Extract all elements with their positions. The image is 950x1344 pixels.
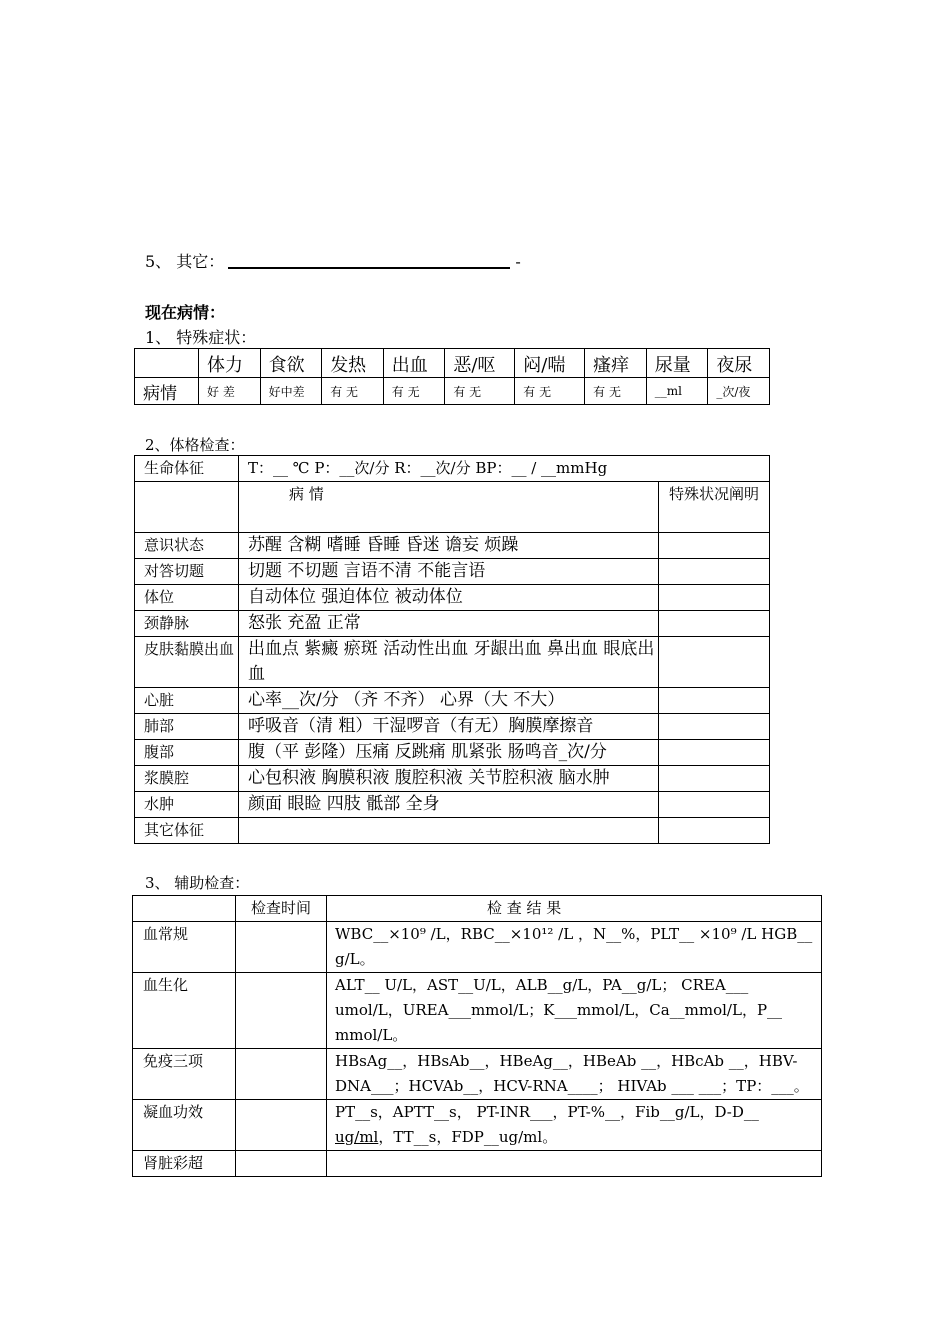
aux-row-label: 免疫三项	[133, 1049, 236, 1100]
exam-row	[135, 611, 770, 637]
physical-exam-table	[134, 455, 770, 844]
symptoms-value-row	[135, 378, 770, 405]
other-label: 5、 其它：	[145, 252, 225, 271]
exam-row-label: 意识状态	[135, 533, 239, 559]
exam-row-value[interactable]: 腹（平 彭隆）压痛 反跳痛 肌紧张 肠鸣音_次/分	[239, 740, 659, 766]
aux-row	[133, 973, 822, 1049]
exam-row-label: 其它体征	[135, 818, 239, 844]
exam-row-label: 肺部	[135, 714, 239, 740]
exam-header-blank	[135, 482, 239, 533]
aux-time-cell[interactable]	[236, 1100, 327, 1151]
value-cell[interactable]: _次/夜	[708, 378, 770, 405]
header-cell: 食欲	[260, 349, 322, 378]
exam-row	[135, 559, 770, 585]
section1-title: 1、 特殊症状：	[145, 328, 257, 347]
exam-row-value[interactable]: 心率__次/分 （齐 不齐） 心界（大 不大）	[239, 688, 659, 714]
aux-row-label: 血生化	[133, 973, 236, 1049]
other-line	[145, 249, 521, 272]
value-cell[interactable]: 好 差	[199, 378, 261, 405]
header-cell: 瘙痒	[585, 349, 647, 378]
aux-result-cell[interactable]: ALT__ U/L，AST__U/L，ALB__g/L，PA__g/L； CREA___ umol/L，UREA___mmol/L；K___mmol/L，Ca__mmol/L，P__ mmol/L。	[327, 973, 822, 1049]
exam-row-note[interactable]	[659, 637, 770, 688]
condition-header: 病 情	[239, 482, 659, 533]
aux-row-label: 凝血功效	[133, 1100, 236, 1151]
symptoms-table	[134, 348, 770, 405]
aux-row	[133, 1049, 822, 1100]
exam-row-value[interactable]: 出血点 紫癜 瘀斑 活动性出血 牙龈出血 鼻出血 眼底出血	[239, 637, 659, 688]
other-trail: -	[515, 252, 521, 271]
exam-row-value[interactable]: 心包积液 胸膜积液 腹腔积液 关节腔积液 脑水肿	[239, 766, 659, 792]
exam-header-row	[135, 482, 770, 533]
special-header: 特殊状况阐明	[659, 482, 770, 533]
aux-result-cell[interactable]: HBsAg__，HBsAb__，HBeAg__，HBeAb __，HBcAb __，HBV-DNA___；HCVAb__，HCV-RNA____； HIVAb ___ ___；TP：___。	[327, 1049, 822, 1100]
section3-title: 3、 辅助检查：	[145, 874, 250, 892]
coag-result-a: PT__s，APTT__s， PT-INR___，PT-%__，Fib__g/L，D-D__	[335, 1103, 759, 1121]
exam-row-note[interactable]	[659, 611, 770, 637]
row-label: 病情	[135, 378, 199, 405]
exam-row	[135, 714, 770, 740]
exam-row-note[interactable]	[659, 740, 770, 766]
aux-row-label: 肾脏彩超	[133, 1151, 236, 1177]
value-cell[interactable]: 有 无	[322, 378, 384, 405]
header-cell: 发热	[322, 349, 384, 378]
other-blank-field[interactable]	[228, 251, 510, 269]
value-cell[interactable]: 有 无	[383, 378, 445, 405]
aux-time-cell[interactable]	[236, 973, 327, 1049]
aux-header-row	[133, 896, 822, 922]
aux-time-cell[interactable]	[236, 1049, 327, 1100]
exam-row-label: 腹部	[135, 740, 239, 766]
exam-row	[135, 766, 770, 792]
exam-row	[135, 585, 770, 611]
exam-row-value[interactable]: 呼吸音（清 粗）干湿啰音（有无）胸膜摩擦音	[239, 714, 659, 740]
aux-time-cell[interactable]	[236, 922, 327, 973]
exam-row-value[interactable]	[239, 818, 659, 844]
exam-row-label: 水肿	[135, 792, 239, 818]
exam-row-note[interactable]	[659, 688, 770, 714]
exam-row-note[interactable]	[659, 792, 770, 818]
auxiliary-exam-table	[132, 895, 822, 1177]
exam-row	[135, 818, 770, 844]
aux-result-cell[interactable]: WBC__×10⁹ /L，RBC__×10¹² /L ，N__%，PLT__ ×10⁹ /L HGB__ g/L。	[327, 922, 822, 973]
header-cell: 恶/呕	[445, 349, 515, 378]
value-cell[interactable]: __ml	[646, 378, 708, 405]
exam-row-label: 浆膜腔	[135, 766, 239, 792]
header-cell: 体力	[199, 349, 261, 378]
aux-row	[133, 1151, 822, 1177]
vital-signs-value[interactable]: T：__ ℃ P：__次/分 R：__次/分 BP：__ / __mmHg	[239, 456, 770, 482]
exam-row	[135, 637, 770, 688]
aux-header-blank	[133, 896, 236, 922]
exam-row	[135, 740, 770, 766]
symptoms-header-row	[135, 349, 770, 378]
header-cell: 闷/喘	[515, 349, 585, 378]
header-cell: 出血	[383, 349, 445, 378]
exam-row-value[interactable]: 颜面 眼睑 四肢 骶部 全身	[239, 792, 659, 818]
exam-row-value[interactable]: 苏醒 含糊 嗜睡 昏睡 昏迷 谵妄 烦躁	[239, 533, 659, 559]
aux-row-label: 血常规	[133, 922, 236, 973]
coag-result-unit: ug/ml	[335, 1128, 379, 1146]
aux-row	[133, 1100, 822, 1151]
exam-row-label: 体位	[135, 585, 239, 611]
exam-row	[135, 688, 770, 714]
exam-row-label: 皮肤黏膜出血	[135, 637, 239, 688]
exam-row-label: 对答切题	[135, 559, 239, 585]
corner-cell	[135, 349, 199, 378]
exam-row-value[interactable]: 切题 不切题 言语不清 不能言语	[239, 559, 659, 585]
aux-row	[133, 922, 822, 973]
aux-result-cell[interactable]	[327, 1100, 822, 1151]
exam-row-note[interactable]	[659, 766, 770, 792]
aux-time-cell[interactable]	[236, 1151, 327, 1177]
exam-row-note[interactable]	[659, 714, 770, 740]
exam-row-label: 颈静脉	[135, 611, 239, 637]
coag-result-b: ，TT__s，FDP__ug/ml。	[378, 1128, 558, 1146]
exam-row-value[interactable]: 自动体位 强迫体位 被动体位	[239, 585, 659, 611]
value-cell[interactable]: 好中差	[260, 378, 322, 405]
result-header: 检 查 结 果	[327, 896, 822, 922]
exam-row-label: 心脏	[135, 688, 239, 714]
vital-signs-row	[135, 456, 770, 482]
exam-row	[135, 533, 770, 559]
exam-row-note[interactable]	[659, 533, 770, 559]
value-cell[interactable]: 有 无	[585, 378, 647, 405]
exam-row-note[interactable]	[659, 585, 770, 611]
header-cell: 尿量	[646, 349, 708, 378]
exam-row	[135, 792, 770, 818]
exam-row-note[interactable]	[659, 559, 770, 585]
vital-signs-label: 生命体征	[135, 456, 239, 482]
section2-title: 2、体格检查：	[145, 436, 245, 454]
header-cell: 夜尿	[708, 349, 770, 378]
current-condition-heading: 现在病情：	[145, 303, 226, 322]
value-cell[interactable]: 有 无	[445, 378, 515, 405]
time-header: 检查时间	[236, 896, 327, 922]
exam-row-note[interactable]	[659, 818, 770, 844]
aux-result-cell[interactable]	[327, 1151, 822, 1177]
exam-row-value[interactable]: 怒张 充盈 正常	[239, 611, 659, 637]
value-cell[interactable]: 有 无	[515, 378, 585, 405]
